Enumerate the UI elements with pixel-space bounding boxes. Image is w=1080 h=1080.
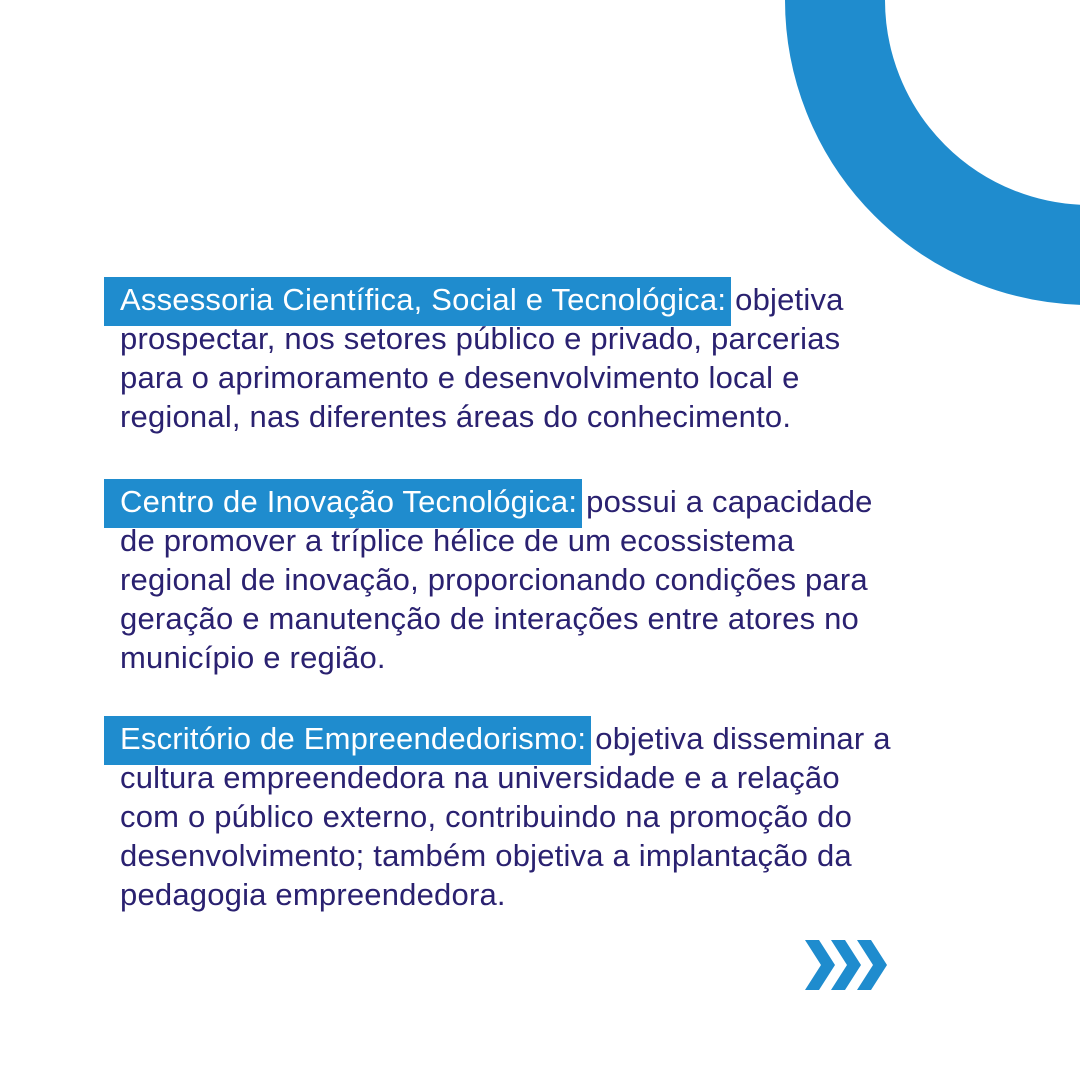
section-text-line: geração e manutenção de interações entre atores no [120,601,859,636]
section-first-line [104,482,984,521]
section-title: Escritório de Empreendedorismo: [104,716,591,765]
section-centro-inovacao [104,482,984,677]
section-text: possui a capacidade [586,484,873,519]
section-title: Centro de Inovação Tecnológica: [104,479,582,528]
section-text: objetiva [735,282,844,317]
section-text-line: de promover a tríplice hélice de um ecossistema [120,523,795,558]
triple-chevron-right-icon[interactable] [805,940,887,990]
section-title: Assessoria Científica, Social e Tecnológica: [104,277,731,326]
section-first-line [104,719,984,758]
section-text-line: com o público externo, contribuindo na promoção do [120,799,853,834]
section-text-line: regional de inovação, proporcionando condições para [120,562,868,597]
section-assessoria [104,280,984,436]
section-text-line: desenvolvimento; também objetiva a implantação da [120,838,852,873]
section-text-line: município e região. [120,640,386,675]
section-text-line: cultura empreendedora na universidade e a relação [120,760,840,795]
section-text-line: prospectar, nos setores público e privado, parcerias [120,321,841,356]
section-text-line: para o aprimoramento e desenvolvimento local e [120,360,800,395]
section-text: objetiva disseminar a [595,721,891,756]
section-first-line [104,280,984,319]
section-text-line: pedagogia empreendedora. [120,877,506,912]
section-text-line: regional, nas diferentes áreas do conhecimento. [120,399,792,434]
section-escritorio [104,719,984,914]
